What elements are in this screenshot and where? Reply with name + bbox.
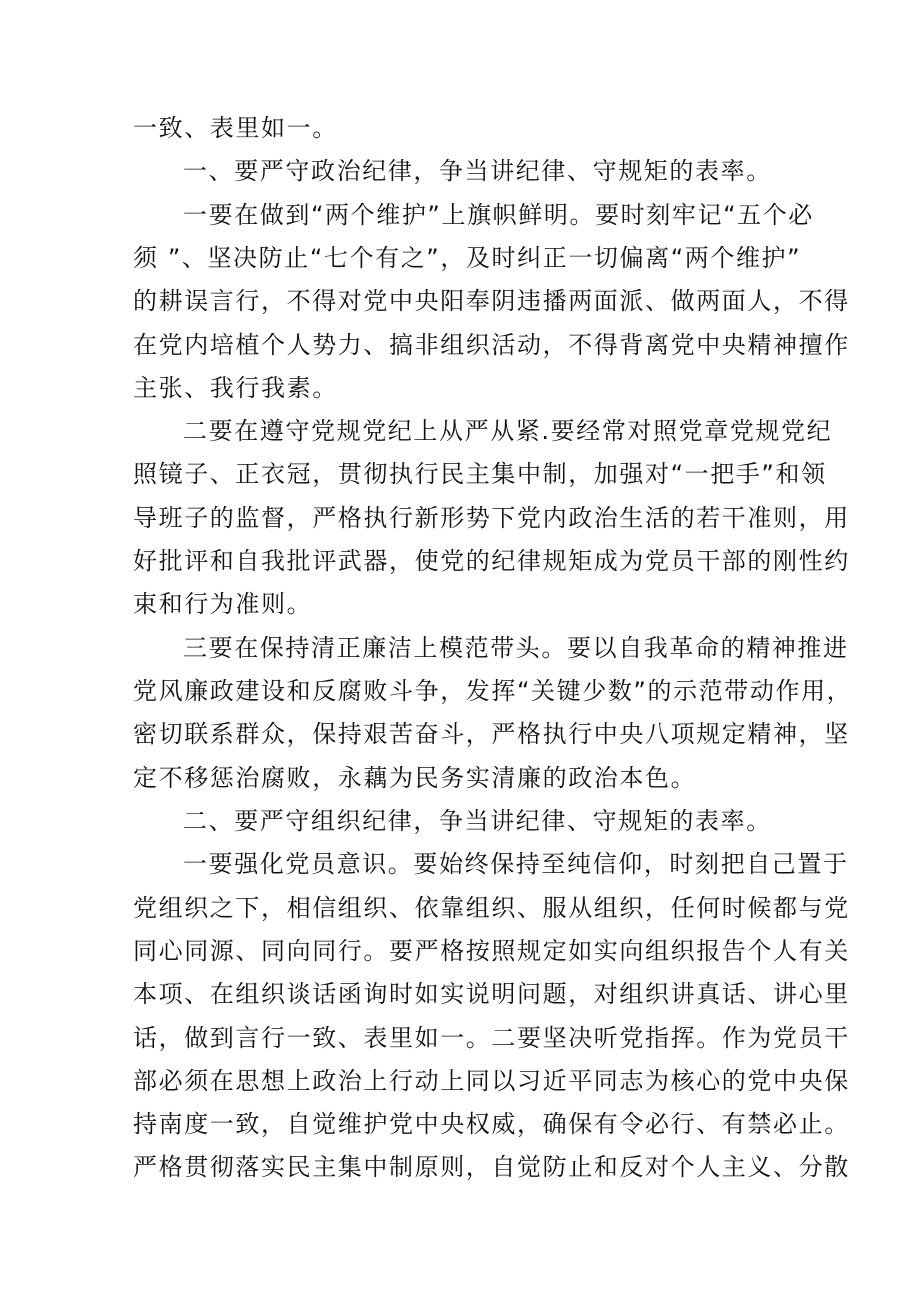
text-line-3: 一要在做到“两个维护”上旗帜鲜明。要时刻牢记“五个必	[183, 201, 814, 229]
text-line-15: 密切联系群众，保持艰苦奋斗，严格执行中央八项规定精神，坚	[133, 720, 850, 748]
section-heading-2: 二、要严守组织纪律，争当讲纪律、守规矩的表率。	[183, 807, 772, 835]
text-line-13: 三要在保持清正廉洁上模范带头。要以自我革命的精神推进	[183, 634, 849, 662]
text-line-11: 好批评和自我批评武器，使党的纪律规矩成为党员干部的刚性约	[133, 547, 850, 575]
text-line-16: 定不移惩治腐败，永藕为民务实清廉的政治本色。	[133, 764, 697, 792]
text-line-7: 主张、我行我素。	[133, 374, 338, 402]
text-line-1: 一致、表里如一。	[133, 114, 338, 142]
text-line-12: 束和行为准则。	[133, 590, 313, 618]
text-line-21: 本项、在组织谈话函询时如实说明问题，对组织讲真话、讲心里	[133, 980, 850, 1008]
text-line-4: 须 ”、坚决防止“七个有之”，及时纠正一切偏离“两个维护”	[133, 244, 802, 272]
text-line-18: 一要强化党员意识。要始终保持至纯信仰，时刻把自己置于	[183, 850, 849, 878]
text-line-24: 持南度一致，自觉维护党中央权威，确保有令必行、有禁必止。	[133, 1110, 850, 1138]
text-line-20: 同心同源、同向同行。要严格按照规定如实向组织报告个人有关	[133, 937, 850, 965]
text-line-19: 党组织之下，相信组织、依靠组织、服从组织，任何时候都与党	[133, 894, 850, 922]
text-line-6: 在党内培植个人势力、搞非组织活动，不得背离党中央精神擅作	[133, 331, 850, 359]
text-line-9: 照镜子、正衣冠，贯彻执行民主集中制，加强对“一把手”和领	[133, 460, 827, 488]
text-line-25: 严格贯彻落实民主集中制原则，自觉防止和反对个人主义、分散	[133, 1153, 850, 1181]
section-heading-1: 一、要严守政治纪律，争当讲纪律、守规矩的表率。	[183, 157, 772, 185]
text-line-14: 党风廉政建设和反腐败斗争，发挥“关键少数”的示范带动作用，	[133, 677, 853, 705]
text-line-5: 的耕误言行，不得对党中央阳奉阴违播两面派、做两面人，不得	[133, 287, 850, 315]
text-line-22: 话，做到言行一致、表里如一。二要坚决听党指挥。作为党员干	[133, 1024, 850, 1052]
text-line-23: 部必须在思想上政治上行动上同以习近平同志为核心的党中央保	[133, 1067, 850, 1095]
text-line-10: 导班子的监督，严格执行新形势下党内政治生活的若干准则，用	[133, 504, 850, 532]
text-line-8: 二要在遵守党规党纪上从严从紧.要经常对照党章党规党纪	[183, 417, 833, 445]
